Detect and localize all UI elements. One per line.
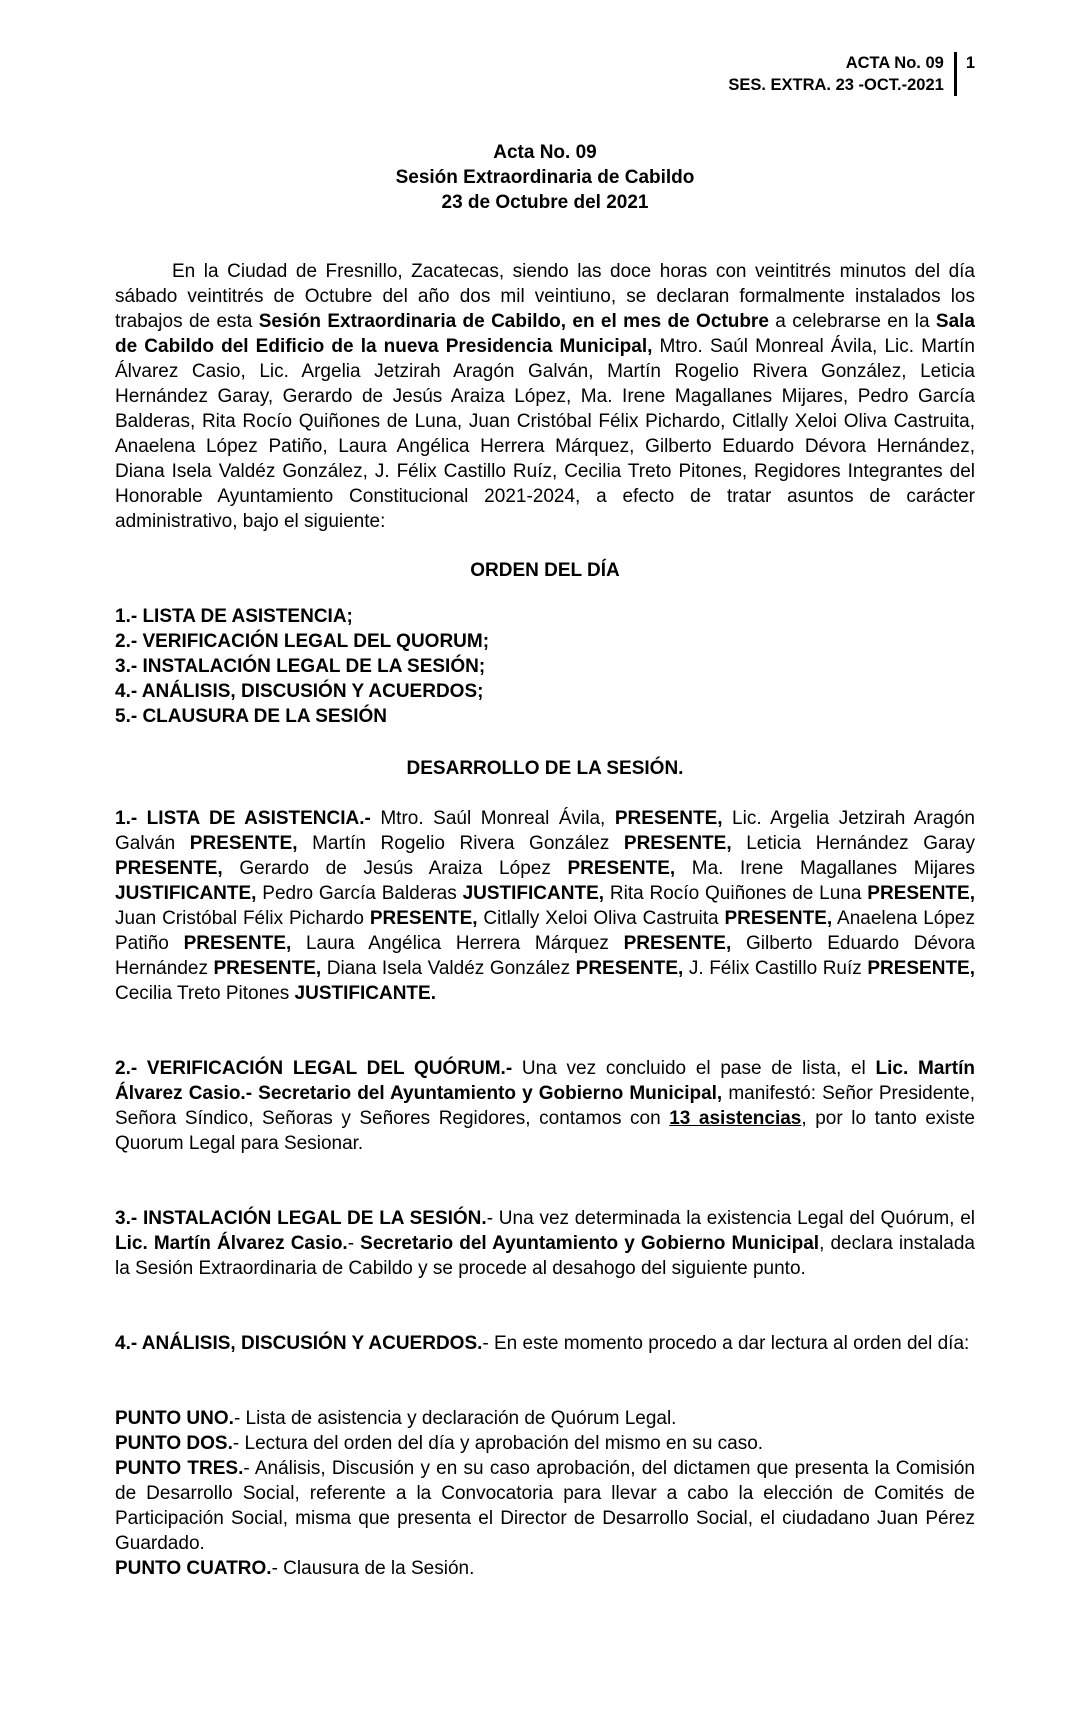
header-text-block [728, 52, 944, 96]
punto-tres: PUNTO TRES.- Análisis, Discusión y en su caso aprobación, del dictamen que presenta la Comisión de Desarrollo Social, referente a la Convocatoria para llevar a cabo la elección de Comités de Participación Social, misma que presenta el Director de Desarrollo Social, el ciudadano Juan Pérez Guardado. [115, 1458, 975, 1554]
title-acta-number: Acta No. 09 [493, 142, 597, 163]
punto-dos: PUNTO DOS.- Lectura del orden del día y aprobación del mismo en su caso. [115, 1433, 764, 1454]
section-instalacion-legal: 3.- INSTALACIÓN LEGAL DE LA SESIÓN.- Una vez determinada la existencia Legal del Quórum, el Lic. Martín Álvarez Casio.- Secretario del Ayuntamiento y Gobierno Municipal, declara instalada la Sesión Extraordinaria de Cabildo y se procede al desahogo del siguiente punto. [115, 1208, 976, 1279]
page-number: 1 [965, 54, 975, 72]
punto-cuatro: PUNTO CUATRO.- Clausura de la Sesión. [115, 1558, 475, 1579]
header-session-date: SES. EXTRA. 23 -OCT.-2021 [728, 76, 944, 94]
orden-item-4: 4.- ANÁLISIS, DISCUSIÓN Y ACUERDOS; [115, 681, 484, 702]
orden-item-3: 3.- INSTALACIÓN LEGAL DE LA SESIÓN; [115, 656, 486, 677]
section-verificacion-quorum: 2.- VERIFICACIÓN LEGAL DEL QUÓRUM.- Una vez concluido el pase de lista, el Lic. Martín Álvarez Casio.- Secretario del Ayuntamiento y Gobierno Municipal, manifestó: Señor Presidente, Señora Síndico, Señoras y Señores Regidores, contamos con 13 asistencias, por lo tanto existe Quorum Legal para Sesionar. [115, 1058, 976, 1154]
header-divider-line [954, 52, 957, 96]
page-header [115, 52, 975, 96]
section-lista-de-asistencia: 1.- LISTA DE ASISTENCIA.- Mtro. Saúl Monreal Ávila, PRESENTE, Lic. Argelia Jetzirah Aragón Galván PRESENTE, Martín Rogelio Rivera González PRESENTE, Leticia Hernández Garay PRESENTE, Gerardo de Jesús Araiza López PRESENTE, Ma. Irene Magallanes Mijares JUSTIFICANTE, Pedro García Balderas JUSTIFICANTE, Rita Rocío Quiñones de Luna PRESENTE, Juan Cristóbal Félix Pichardo PRESENTE, Citlally Xeloi Oliva Castruita PRESENTE, Anaelena López Patiño PRESENTE, Laura Angélica Herrera Márquez PRESENTE, Gilberto Eduardo Dévora Hernández PRESENTE, Diana Isela Valdéz González PRESENTE, J. Félix Castillo Ruíz PRESENTE, Cecilia Treto Pitones JUSTIFICANTE. [115, 808, 976, 1004]
document-title [115, 140, 975, 215]
desarrollo-heading: DESARROLLO DE LA SESIÓN. [406, 758, 684, 779]
orden-item-5: 5.- CLAUSURA DE LA SESIÓN [115, 706, 388, 727]
intro-paragraph: En la Ciudad de Fresnillo, Zacatecas, siendo las doce horas con veintitrés minutos del día sábado veintitrés de Octubre del año dos mil veintiuno, se declaran formalmente instalados los trabajos de esta Sesión Extraordinaria de Cabildo, en el mes de Octubre a celebrarse en la Sala de Cabildo del Edificio de la nueva Presidencia Municipal, Mtro. Saúl Monreal Ávila, Lic. Martín Álvarez Casio, Lic. Argelia Jetzirah Aragón Galván, Martín Rogelio Rivera González, Leticia Hernández Garay, Gerardo de Jesús Araiza López, Ma. Irene Magallanes Mijares, Pedro García Balderas, Rita Rocío Quiñones de Luna, Juan Cristóbal Félix Pichardo, Citlally Xeloi Oliva Castruita, Anaelena López Patiño, Laura Angélica Herrera Márquez, Gilberto Eduardo Dévora Hernández, Diana Isela Valdéz González, J. Félix Castillo Ruíz, Cecilia Treto Pitones, Regidores Integrantes del Honorable Ayuntamiento Constitucional 2021-2024, a efecto de tratar asuntos de carácter administrativo, bajo el siguiente: [115, 261, 976, 532]
title-session-date: 23 de Octubre del 2021 [441, 192, 649, 213]
section-analisis-acuerdos: 4.- ANÁLISIS, DISCUSIÓN Y ACUERDOS.- En este momento procedo a dar lectura al orden del día: [115, 1333, 970, 1354]
puntos-list [115, 1406, 975, 1581]
orden-del-dia-list [115, 604, 975, 729]
orden-item-2: 2.- VERIFICACIÓN LEGAL DEL QUORUM; [115, 631, 490, 652]
punto-uno: PUNTO UNO.- Lista de asistencia y declaración de Quórum Legal. [115, 1408, 677, 1429]
orden-del-dia-heading: ORDEN DEL DÍA [470, 560, 620, 581]
title-session-type: Sesión Extraordinaria de Cabildo [395, 167, 695, 188]
header-acta-number: ACTA No. 09 [845, 54, 944, 72]
orden-item-1: 1.- LISTA DE ASISTENCIA; [115, 606, 353, 627]
